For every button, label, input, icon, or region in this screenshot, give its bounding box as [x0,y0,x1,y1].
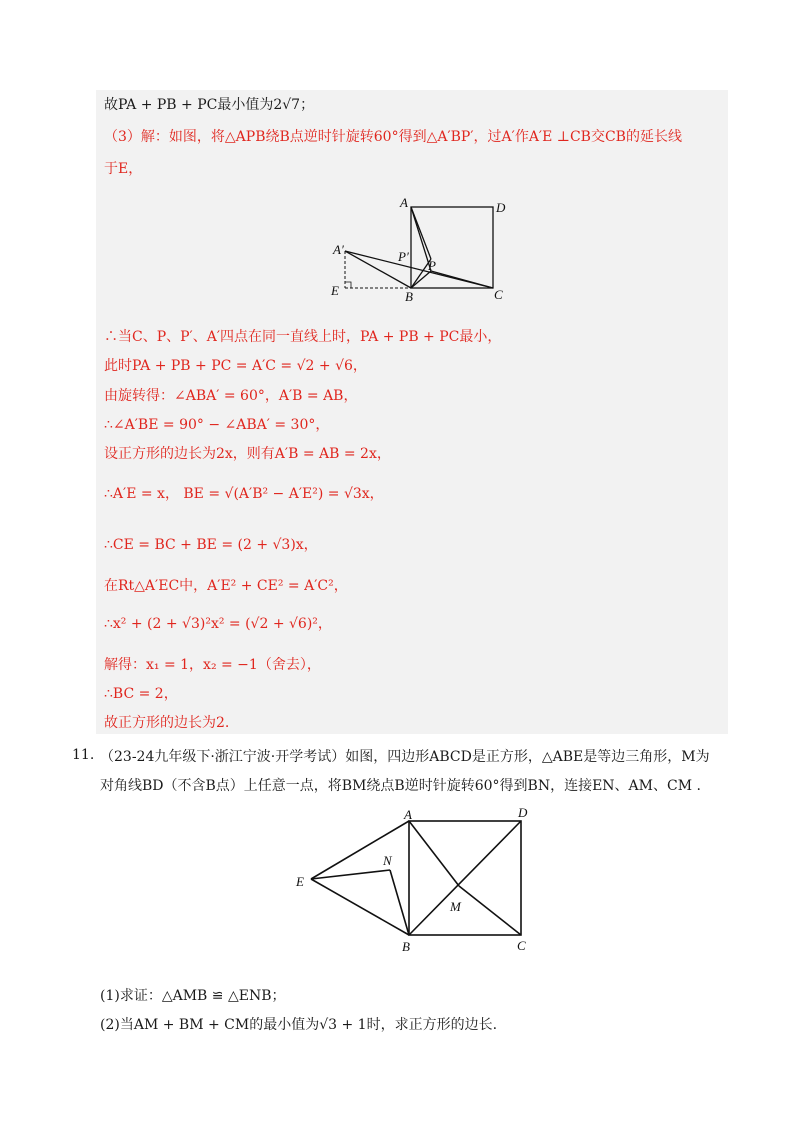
solution-line-11: 在Rt△A′EC中，A′E² + CE² = A′C²， [104,578,348,594]
solution-line-15: 故正方形的边长为2. [104,715,230,731]
solution-line-6: 由旋转得：∠ABA′ = 60°，A′B = AB， [104,388,358,404]
square-ABCD [409,821,521,935]
solution-line-2: （3）解：如图，将△APB绕B点逆时针旋转60°得到△A′BP′，过A′作A′E ⊥CB交CB的延长线 [104,129,682,145]
label-M: M [450,899,461,914]
seg-EN [311,870,390,879]
solution-line-12: ∴x² + (2 + √3)²x² = (√2 + √6)²， [104,616,332,632]
label-N: N [383,853,392,868]
seg-NB [390,870,409,935]
question-part-1: (1)求证：△AMB ≌ △ENB； [100,988,286,1004]
label-P1: P′ [398,249,409,264]
question-number: 11. [72,747,95,763]
solution-line-14: ∴BC = 2， [104,686,178,702]
solution-line-8: 设正方形的边长为2x，则有A′B = AB = 2x， [104,446,391,462]
question-line-2: 对角线BD（不含B点）上任意一点，将BM绕点B逆时针旋转60°得到BN，连接EN、AM、CM . [100,778,701,794]
solution-line-1: 故PA + PB + PC最小值为2√7； [104,97,315,113]
solution-line-7: ∴∠A′BE = 90° − ∠ABA′ = 30°， [104,417,330,433]
label-C: C [517,938,526,953]
seg-EB [311,879,409,935]
label-A: A [400,195,408,210]
solution-line-13: 解得：x₁ = 1，x₂ = −1（舍去）， [104,657,321,673]
label-C: C [494,287,503,302]
label-B: B [402,939,410,954]
label-D: D [496,200,506,215]
label-A: A [404,807,412,822]
label-E: E [331,283,339,298]
label-A1: A′ [333,242,344,257]
solution-line-3: 于E， [104,161,143,177]
label-E: E [296,874,304,889]
seg-MC [459,886,521,935]
label-B: B [405,289,413,304]
question-line-1: （23-24九年级下·浙江宁波·开学考试）如图，四边形ABCD是正方形，△ABE是等边三角形，M为 [100,749,710,765]
answer-panel [96,90,728,734]
solution-line-4: ∴当C、P、P′、A′四点在同一直线上时，PA + PB + PC最小， [104,329,502,345]
solution-line-5: 此时PA + PB + PC = A′C = √2 + √6， [104,358,367,374]
seg-EA [311,821,409,879]
seg-AM [409,821,459,886]
solution-line-10: ∴CE = BC + BE = (2 + √3)x， [104,537,318,553]
solution-line-9: ∴A′E = x， BE = √(A′B² − A′E²) = √3x， [104,486,384,502]
diag-BD [409,821,521,935]
question-part-2: (2)当AM + BM + CM的最小值为√3 + 1时，求正方形的边长. [100,1017,498,1033]
label-D: D [518,805,528,820]
label-P: P [428,258,436,273]
